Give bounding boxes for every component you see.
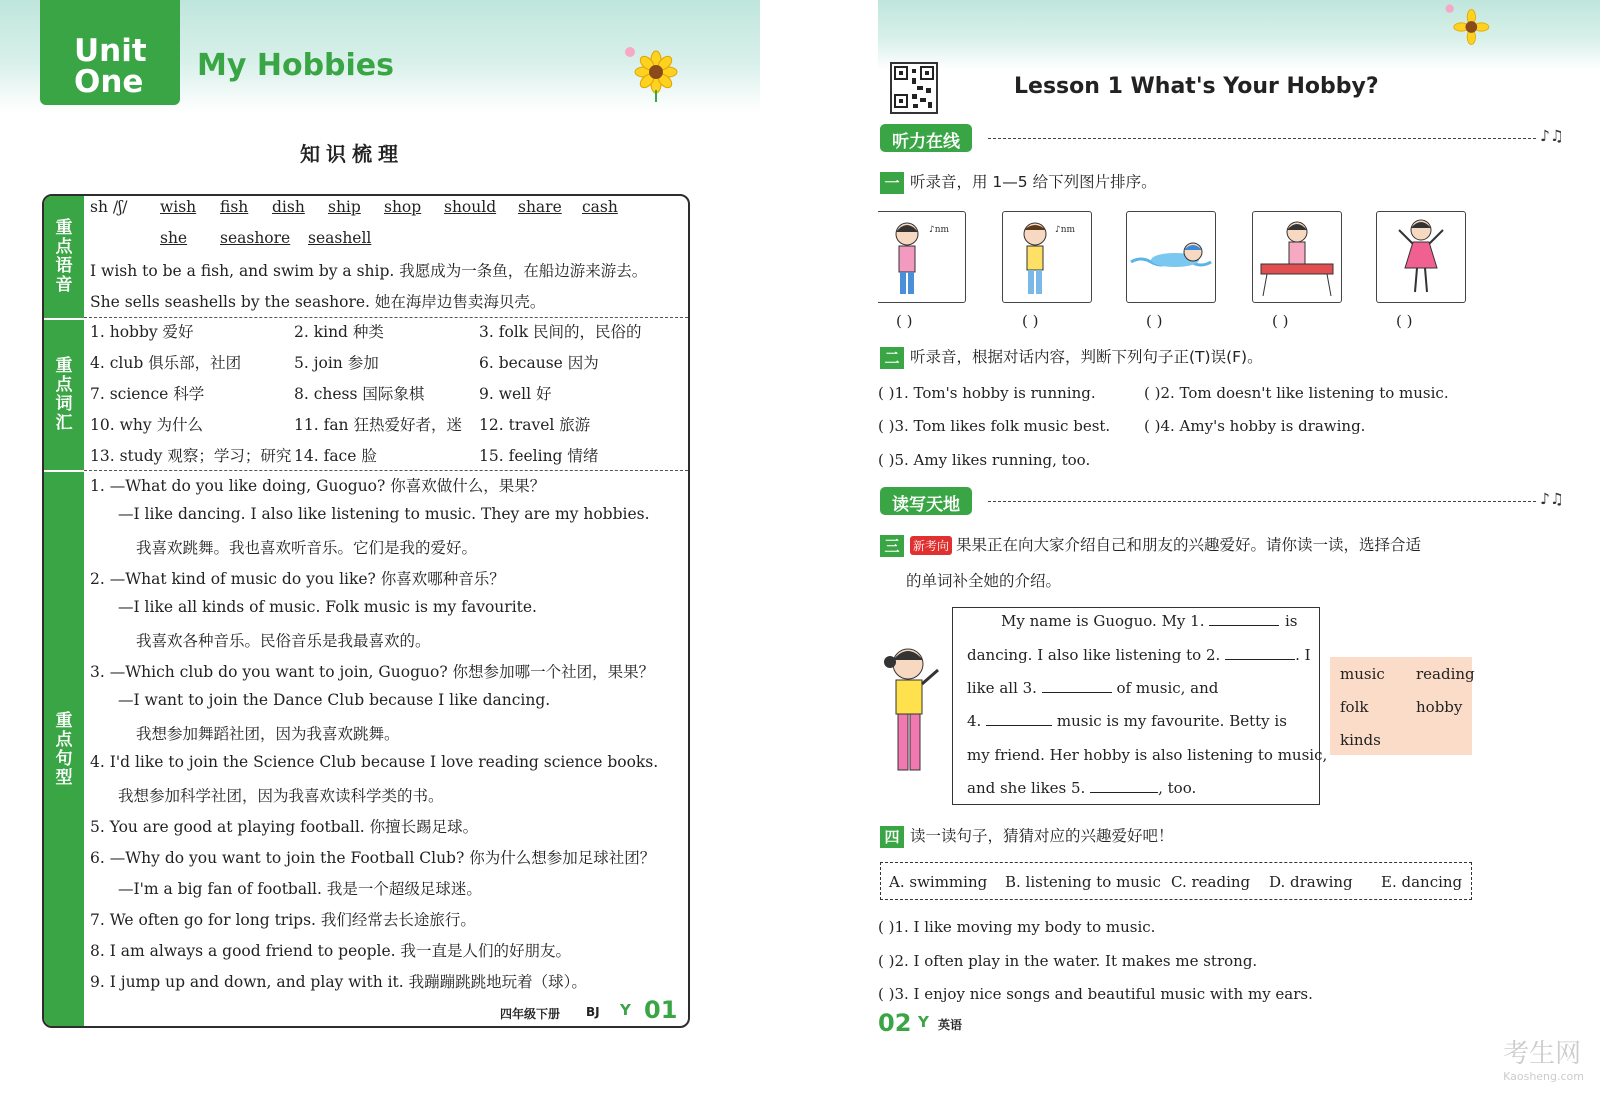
- word-bank-item[interactable]: hobby: [1416, 698, 1463, 716]
- reading-tag: 读写天地: [880, 487, 972, 515]
- phonics-word: should: [444, 198, 497, 216]
- vocabulary-content: [90, 320, 682, 470]
- tag-divider: [988, 501, 1536, 502]
- vocab-item: 4. club 俱乐部，社团: [90, 354, 242, 372]
- sentence-line: 我想参加科学社团，因为我喜欢读科学类的书。: [118, 787, 444, 805]
- sentence-line: 我喜欢各种音乐。民俗音乐是我最喜欢的。: [136, 632, 431, 650]
- q3-instruction-cont: 的单词补全她的介绍。: [906, 572, 1062, 590]
- vocab-item: 3. folk 民间的，民俗的: [479, 323, 642, 341]
- sentence-line: —I like dancing. I also like listening to music. They are my hobbies.: [118, 505, 650, 523]
- sprout-icon: Y: [918, 1013, 929, 1031]
- sentence-line: 1. —What do you like doing, Guoguo? 你喜欢做什么，果果？: [90, 477, 546, 495]
- sentence-line: 3. —Which club do you want to join, Guoguo? 你想参加哪一个社团，果果？: [90, 663, 655, 681]
- vocab-item: 14. face 脸: [294, 447, 377, 465]
- fill-blank-1[interactable]: [1209, 625, 1279, 626]
- q4-instruction: 四 读一读句子，猜猜对应的兴趣爱好吧！: [880, 824, 1174, 848]
- word-bank-item[interactable]: kinds: [1340, 731, 1381, 749]
- sprout-icon: Y: [620, 1001, 631, 1019]
- q2-instruction: 二 听录音，根据对话内容，判断下列句子正(T)误(F)。: [880, 345, 1263, 369]
- option-item[interactable]: E. dancing: [1381, 873, 1463, 891]
- unit-title: My Hobbies: [197, 48, 395, 83]
- vocab-item: 15. feeling 情绪: [479, 447, 599, 465]
- unit-label-2: One: [74, 64, 144, 100]
- vocab-item: 9. well 好: [479, 385, 552, 403]
- vocab-item: 7. science 科学: [90, 385, 205, 403]
- phonics-word: share: [518, 198, 562, 216]
- passage-line: My name is Guoguo. My 1. is: [1001, 612, 1298, 630]
- phonics-sentence: She sells seashells by the seashore. 她在海岸边售卖海贝壳。: [90, 293, 546, 311]
- sentence-line: 5. You are good at playing football. 你擅长踢足球。: [90, 818, 479, 836]
- music-note-icon: ♪♫: [1540, 127, 1564, 145]
- unit-badge: [40, 0, 180, 105]
- passage-line: and she likes 5. , too.: [967, 779, 1197, 797]
- sentences-label: 重点句型: [44, 472, 84, 1028]
- vocab-item: 8. chess 国际象棋: [294, 385, 425, 403]
- phonics-word: seashell: [308, 229, 372, 247]
- answer-blank[interactable]: ( ): [1146, 312, 1163, 330]
- left-page: [0, 0, 760, 1107]
- vocab-item: 13. study 观察；学习；研究: [90, 447, 292, 465]
- tf-statement[interactable]: ( )3. Tom likes folk music best.: [878, 417, 1111, 435]
- footer-subject: 英语: [938, 1018, 963, 1032]
- section-divider: [84, 470, 688, 471]
- footer-edition: BJ: [586, 1005, 600, 1019]
- knowledge-box: [42, 194, 690, 1028]
- qr-code-icon[interactable]: [890, 62, 938, 114]
- picture-girl-singing: [878, 211, 966, 303]
- phonics-word: ship: [328, 198, 361, 216]
- phonics-word: seashore: [220, 229, 291, 247]
- vocab-item: 5. join 参加: [294, 354, 379, 372]
- q4-item[interactable]: ( )2. I often play in the water. It makes me strong.: [878, 952, 1258, 970]
- listening-tag: 听力在线: [880, 124, 972, 152]
- music-note-icon: ♪♫: [1540, 490, 1564, 508]
- passage-line: dancing. I also like listening to 2. . I: [967, 646, 1311, 664]
- passage-line: my friend. Her hobby is also listening to music,: [967, 746, 1328, 764]
- q1-instruction: 一 听录音，用 1—5 给下列图片排序。: [880, 170, 1157, 194]
- sentence-line: 我喜欢跳舞。我也喜欢听音乐。它们是我的爱好。: [136, 539, 478, 557]
- lesson-title: Lesson 1 What's Your Hobby?: [1014, 74, 1379, 99]
- sentence-line: —I want to join the Dance Club because I like dancing.: [118, 691, 551, 709]
- fill-blank-4[interactable]: [986, 725, 1052, 726]
- phonics-content: [90, 196, 682, 316]
- passage-box: [952, 607, 1328, 805]
- sentence-line: 8. I am always a good friend to people. 我一直是人们的好朋友。: [90, 942, 572, 960]
- word-bank-item[interactable]: folk: [1340, 698, 1369, 716]
- answer-blank[interactable]: ( ): [1272, 312, 1289, 330]
- picture-girl-playing-zither: [1252, 211, 1342, 303]
- watermark-site: Kaosheng.com: [1503, 1070, 1584, 1083]
- phonics-word: she: [160, 229, 188, 247]
- tf-statement[interactable]: ( )2. Tom doesn't like listening to music.: [1144, 384, 1449, 402]
- word-bank-item[interactable]: reading: [1416, 665, 1475, 683]
- sentence-line: 6. —Why do you want to join the Football Club? 你为什么想参加足球社团？: [90, 849, 656, 867]
- passage-line: like all 3. of music, and: [967, 679, 1219, 697]
- phonics-word: shop: [384, 198, 422, 216]
- watermark-name: 考生网: [1503, 1039, 1582, 1069]
- picture-child-swimming: [1126, 211, 1216, 303]
- sentence-line: 4. I'd like to join the Science Club because I love reading science books.: [90, 753, 659, 771]
- answer-blank[interactable]: ( ): [1396, 312, 1413, 330]
- girl-guoguo-illustration: [878, 640, 946, 788]
- tag-divider: [988, 138, 1536, 139]
- unit-label-1: Unit: [74, 33, 147, 69]
- q4-item[interactable]: ( )3. I enjoy nice songs and beautiful music with my ears.: [878, 985, 1313, 1003]
- options-box: [880, 862, 1472, 900]
- fill-blank-5[interactable]: [1090, 792, 1158, 793]
- vocab-item: 12. travel 旅游: [479, 416, 591, 434]
- option-item[interactable]: B. listening to music: [1005, 873, 1161, 891]
- vocab-item: 10. why 为什么: [90, 416, 204, 434]
- svg-text:♪nm: ♪nm: [929, 225, 950, 235]
- tf-statement[interactable]: ( )1. Tom's hobby is running.: [878, 384, 1096, 402]
- sentence-line: —I like all kinds of music. Folk music is my favourite.: [118, 598, 537, 616]
- sentences-content: [90, 472, 682, 1028]
- tf-statement[interactable]: ( )4. Amy's hobby is drawing.: [1144, 417, 1366, 435]
- word-bank: [1330, 657, 1475, 755]
- sentence-line: 7. We often go for long trips. 我们经常去长途旅行。: [90, 911, 476, 929]
- fill-blank-3[interactable]: [1042, 692, 1112, 693]
- vocab-item: 11. fan 狂热爱好者，迷: [294, 416, 462, 434]
- sentence-line: 9. I jump up and down, and play with it. 我蹦蹦跳跳地玩着（球）。: [90, 973, 587, 991]
- page-number: 02: [878, 1009, 912, 1037]
- page-number: 01: [644, 996, 678, 1024]
- phonics-word: wish: [160, 198, 197, 216]
- phonics-word: fish: [220, 198, 249, 216]
- sunflower-icon: [622, 42, 682, 102]
- q4-item[interactable]: ( )1. I like moving my body to music.: [878, 918, 1156, 936]
- word-bank-item[interactable]: music: [1340, 665, 1385, 683]
- tf-statement[interactable]: ( )5. Amy likes running, too.: [878, 451, 1091, 469]
- option-item[interactable]: A. swimming: [889, 873, 988, 891]
- vocab-item: 2. kind 种类: [294, 323, 384, 341]
- new-trend-badge: 新考向: [910, 536, 952, 555]
- vocab-item: 6. because 因为: [479, 354, 599, 372]
- fill-blank-2[interactable]: [1225, 659, 1295, 660]
- passage-line: 4. music is my favourite. Betty is: [967, 712, 1287, 730]
- answer-blank[interactable]: ( ): [1022, 312, 1039, 330]
- footer-grade: 四年级下册: [500, 1007, 561, 1021]
- vocab-item: 1. hobby 爱好: [90, 323, 194, 341]
- phonics-sound: sh /ʃ/: [90, 198, 128, 216]
- picture-girl-dancing: [1376, 211, 1466, 303]
- phonics-label: 重点语音: [44, 196, 84, 318]
- right-page: [878, 0, 1600, 1107]
- svg-text:♪nm: ♪nm: [1055, 225, 1076, 235]
- section-divider: [84, 317, 688, 318]
- sentence-line: 我想参加舞蹈社团，因为我喜欢跳舞。: [136, 725, 400, 743]
- phonics-word: dish: [272, 198, 305, 216]
- vocabulary-label: 重点词汇: [44, 320, 84, 470]
- option-item[interactable]: D. drawing: [1269, 873, 1353, 891]
- phonics-word: cash: [582, 198, 618, 216]
- phonics-sentence: I wish to be a fish, and swim by a ship. 我愿成为一条鱼，在船边游来游去。: [90, 262, 648, 280]
- q3-instruction: 三 新考向 果果正在向大家介绍自己和朋友的兴趣爱好。请你读一读，选择合适: [880, 533, 1421, 557]
- section-title: 知识梳理: [300, 142, 404, 166]
- sunflower-icon: [1443, 2, 1493, 52]
- answer-blank[interactable]: ( ): [896, 312, 913, 330]
- picture-boy-singing: [1002, 211, 1092, 303]
- sentence-line: 2. —What kind of music do you like? 你喜欢哪种音乐？: [90, 570, 505, 588]
- sentence-line: —I'm a big fan of football. 我是一个超级足球迷。: [118, 880, 482, 898]
- option-item[interactable]: C. reading: [1171, 873, 1251, 891]
- watermark: [1503, 1033, 1584, 1083]
